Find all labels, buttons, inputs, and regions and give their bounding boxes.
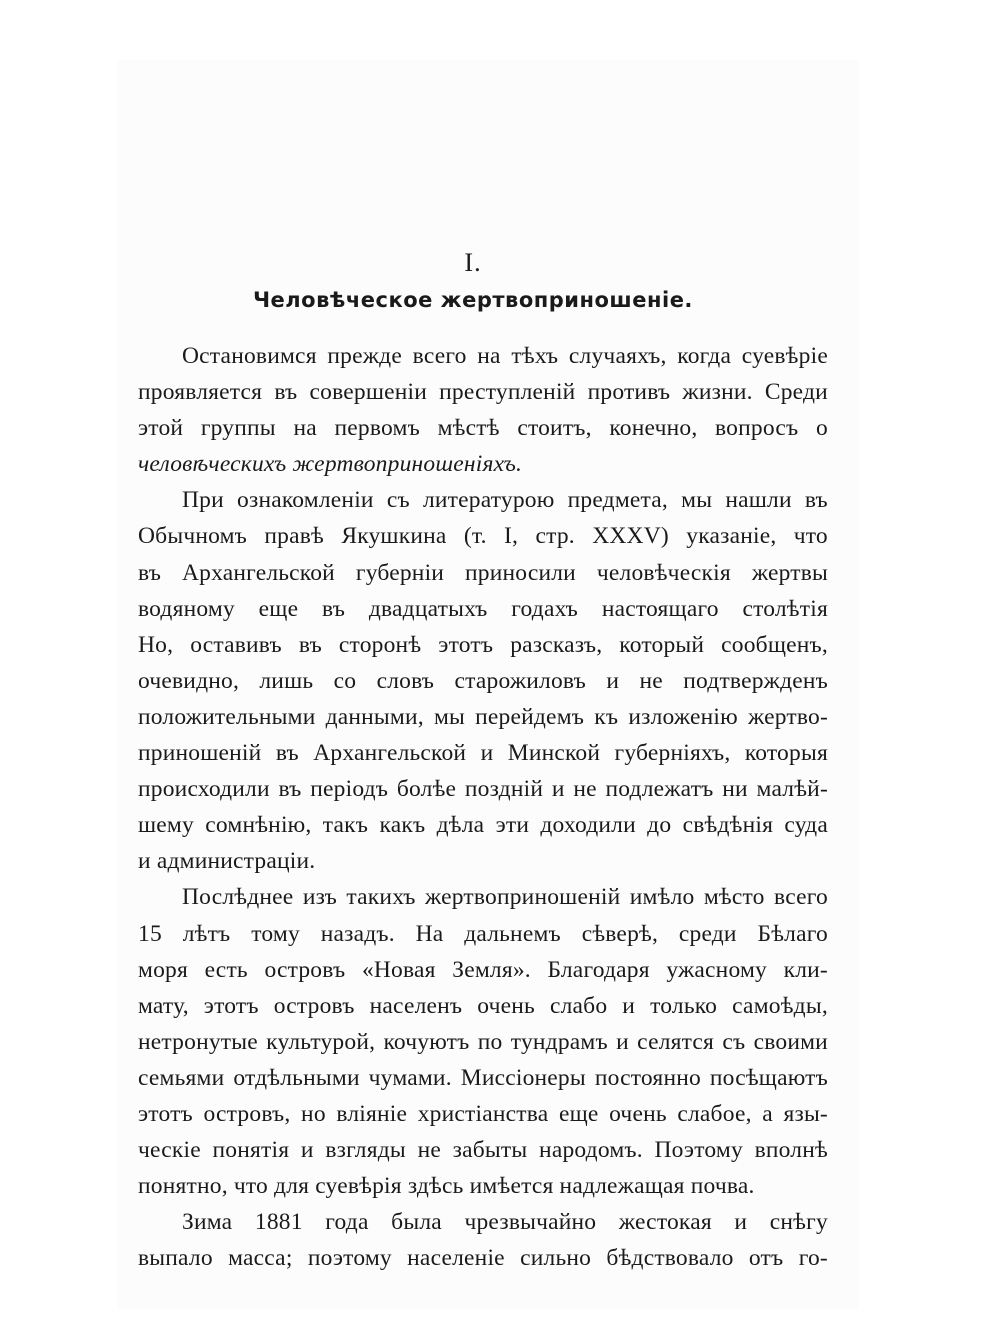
word: свѣдѣнія [682, 812, 774, 839]
word: жестокая [618, 1209, 712, 1236]
text-line [138, 699, 828, 735]
word: и [551, 776, 565, 803]
chapter-number: I. [464, 248, 482, 277]
word: съ [722, 1028, 746, 1055]
word: Миссіонеры [460, 1064, 586, 1091]
word: всего [412, 343, 467, 369]
word: по [477, 1028, 503, 1055]
word: лишь [259, 667, 314, 694]
word: суевѣріе [741, 343, 828, 369]
word: нетронутые [138, 1028, 258, 1055]
word: доходили [540, 812, 636, 839]
word: и [622, 992, 636, 1019]
word: жизни. [682, 379, 753, 406]
word: ужасному [666, 956, 767, 983]
text-line [138, 916, 828, 952]
word: не [639, 667, 663, 694]
word: островъ, [203, 1100, 291, 1127]
word: посѣщаютъ [709, 1064, 828, 1091]
word: чрезвычайно [464, 1209, 597, 1236]
text-line [138, 410, 828, 446]
word: мѣсто [703, 884, 765, 911]
word: года [325, 1209, 369, 1236]
word: шему [138, 812, 194, 839]
word: водяному [138, 595, 235, 622]
word: отдѣльными [233, 1064, 360, 1091]
word: литературою [422, 487, 555, 514]
word: тундрамъ [510, 1028, 608, 1055]
word: Архангельской [182, 559, 335, 586]
word: жертво- [748, 703, 828, 730]
word: двадцатыхъ [368, 595, 488, 622]
text-line [138, 482, 828, 518]
word: ознакомленіи [237, 487, 374, 514]
word: Обычномъ [138, 523, 248, 550]
word: конечно, [609, 415, 698, 442]
word: какъ [379, 812, 426, 839]
word: въ [322, 595, 346, 622]
word: Якушкина [341, 523, 447, 550]
text-line [138, 988, 828, 1024]
word: малѣй- [756, 776, 828, 803]
word: въ [804, 487, 828, 514]
word: мы [433, 703, 466, 730]
text-line [138, 374, 828, 410]
word: взгляды [325, 1137, 406, 1164]
word: которыя [744, 740, 828, 767]
word: Послѣднее [182, 884, 294, 911]
word: своими [753, 1028, 828, 1055]
word: отъ [748, 1245, 784, 1272]
word: народомъ. [539, 1137, 643, 1164]
text-line: человѣческихъ жертвоприношеніяхъ. [138, 451, 523, 478]
text-line [138, 627, 828, 663]
word: всего [774, 884, 828, 911]
word: и [606, 667, 620, 694]
word: назадъ. [320, 920, 395, 947]
word: до [647, 812, 672, 839]
word: стр. [535, 523, 575, 550]
word: но [301, 1100, 326, 1127]
word: въ [275, 740, 299, 767]
word: слабое, [677, 1100, 752, 1127]
word: столѣтія [742, 595, 828, 622]
word: губерніяхъ, [614, 740, 731, 767]
word: среди [678, 920, 737, 947]
word: что [793, 523, 828, 550]
word: Благодаря [547, 956, 650, 983]
text-line [138, 1060, 828, 1096]
word: предмета, [567, 487, 668, 514]
text-line [138, 1132, 828, 1168]
word: со [333, 667, 357, 694]
word: XXXV) [592, 523, 669, 550]
word: старожиловъ [454, 667, 586, 694]
text-line [138, 1024, 828, 1060]
word: го- [798, 1245, 828, 1272]
word: семьями [138, 1064, 225, 1091]
body-text [138, 338, 828, 1276]
text-line [138, 591, 828, 627]
word: ни [722, 776, 748, 803]
word: понятія [212, 1137, 290, 1164]
word: а [762, 1100, 773, 1127]
text-line [138, 555, 828, 591]
word: На [415, 920, 444, 947]
word: имѣло [629, 884, 695, 911]
word: человѣческія [596, 559, 731, 586]
word: сѣверѣ, [581, 920, 659, 947]
text-line [138, 1096, 828, 1132]
word: группы [200, 415, 276, 442]
word: мѣстѣ [437, 415, 500, 442]
word: къ [594, 703, 619, 730]
word: Земля». [452, 956, 531, 983]
word: подлежатъ [605, 776, 714, 803]
word: При [182, 487, 224, 514]
text-line [138, 663, 828, 699]
word: нашли [725, 487, 792, 514]
word: слабо [549, 992, 608, 1019]
word: лѣтъ [182, 920, 231, 947]
word: указаніе, [686, 523, 777, 550]
word: поэтому [307, 1245, 392, 1272]
word: чумами. [368, 1064, 452, 1091]
word: и [734, 1209, 748, 1236]
word: есть [204, 956, 248, 983]
word: стоитъ, [517, 415, 592, 442]
word: не [417, 1137, 441, 1164]
word: этотъ [438, 631, 494, 658]
word: Бѣлаго [757, 920, 828, 947]
word: и [480, 740, 494, 767]
word: очень [477, 992, 535, 1019]
word: не [573, 776, 597, 803]
word: преступленій [439, 379, 576, 406]
word: сомнѣнію, [205, 812, 312, 839]
word: Минской [507, 740, 601, 767]
word: «Новая [361, 956, 436, 983]
word: еще [258, 595, 299, 622]
word: перейдемъ [475, 703, 585, 730]
word: (т. [463, 523, 487, 550]
word: мату, [138, 992, 189, 1019]
word: приношеній [138, 740, 262, 767]
text-line [138, 1204, 828, 1240]
word: жертвы [751, 559, 828, 586]
word: снѣгу [769, 1209, 828, 1236]
word: была [391, 1209, 442, 1236]
word: въ [138, 559, 162, 586]
word: годахъ [511, 595, 579, 622]
word: правѣ [264, 523, 324, 550]
word: сильно [520, 1245, 592, 1272]
word: этотъ [203, 992, 259, 1019]
word: сообщенъ, [721, 631, 828, 658]
text-line [138, 807, 828, 843]
word: только [650, 992, 718, 1019]
word: 1881 [254, 1209, 303, 1236]
word: эти [495, 812, 530, 839]
word: еще [558, 1100, 599, 1127]
word: Но, [138, 631, 174, 658]
word: очевидно, [138, 667, 240, 694]
chapter-title: Человѣческое жертвоприношеніе. [253, 288, 693, 312]
word: этотъ [138, 1100, 193, 1127]
word: подтвержденъ [683, 667, 828, 694]
text-line [138, 735, 828, 771]
word: и [616, 1028, 629, 1055]
text-line [138, 771, 828, 807]
word: о [816, 415, 828, 442]
word: очень [609, 1100, 667, 1127]
word: моря [138, 956, 188, 983]
word: приносили [465, 559, 576, 586]
word: совершеніи [309, 379, 428, 406]
word: суда [784, 812, 828, 839]
word: кочуютъ [383, 1028, 470, 1055]
word: постоянно [594, 1064, 701, 1091]
word: губерніи [355, 559, 445, 586]
word: 15 [138, 920, 162, 947]
word: данными, [325, 703, 424, 730]
word: первомъ [334, 415, 420, 442]
word: Среди [764, 379, 828, 406]
word: вліяніе [336, 1100, 408, 1127]
word: прежде [327, 343, 402, 369]
word: проявляется [138, 379, 263, 406]
word: изъ [302, 884, 338, 911]
word: на [477, 343, 501, 369]
word: случаяхъ, [568, 343, 667, 369]
word: кли- [783, 956, 828, 983]
word: селятся [637, 1028, 715, 1055]
word: тому [251, 920, 300, 947]
word: тѣхъ [511, 343, 559, 369]
word: язы- [783, 1100, 828, 1127]
word: Остановимся [182, 343, 317, 369]
word: христіанства [417, 1100, 549, 1127]
word: ческіе [138, 1137, 201, 1164]
word: когда [677, 343, 732, 369]
word: масса; [228, 1245, 293, 1272]
word: разсказъ, [510, 631, 603, 658]
word: въ [278, 776, 302, 803]
word: населеніе [407, 1245, 505, 1272]
word: самоѣды, [732, 992, 828, 1019]
text-line: и администраціи. [138, 848, 316, 875]
word: забыты [452, 1137, 528, 1164]
word: происходили [138, 776, 270, 803]
word: въ [298, 631, 322, 658]
word: вполнѣ [754, 1137, 828, 1164]
word: изложенію [628, 703, 738, 730]
text-line: понятно, что для суевѣрія здѣсь имѣется надлежащая почва. [138, 1173, 755, 1200]
word: противъ [587, 379, 671, 406]
word: населенъ [369, 992, 463, 1019]
word: жертвоприношеній [425, 884, 621, 911]
text-line [138, 879, 828, 915]
word: который [619, 631, 705, 658]
word: и [300, 1137, 314, 1164]
word: выпало [138, 1245, 213, 1272]
word: такихъ [346, 884, 416, 911]
word: I, [504, 523, 519, 550]
word: поздній [464, 776, 544, 803]
word: культурой, [266, 1028, 376, 1055]
word: болѣе [396, 776, 457, 803]
word: дальнемъ [464, 920, 561, 947]
word: на [293, 415, 317, 442]
word: Архангельской [313, 740, 467, 767]
word: дѣла [436, 812, 485, 839]
text-line [138, 338, 828, 374]
word: Поэтому [654, 1137, 743, 1164]
word: въ [274, 379, 298, 406]
word: словъ [376, 667, 435, 694]
word: періодъ [310, 776, 389, 803]
word: оставивъ [190, 631, 282, 658]
word: мы [681, 487, 713, 514]
word: островъ [273, 992, 355, 1019]
word: съ [386, 487, 410, 514]
text-line [138, 1240, 828, 1276]
word: настоящаго [601, 595, 719, 622]
word: островъ [264, 956, 346, 983]
word: Зима [182, 1209, 233, 1236]
word: бѣдствовало [606, 1245, 734, 1272]
word: такъ [322, 812, 369, 839]
text-line [138, 952, 828, 988]
word: сторонѣ [338, 631, 422, 658]
word: положительными [138, 703, 316, 730]
word: вопросъ [715, 415, 799, 442]
word: этой [138, 415, 184, 442]
text-line [138, 518, 828, 554]
